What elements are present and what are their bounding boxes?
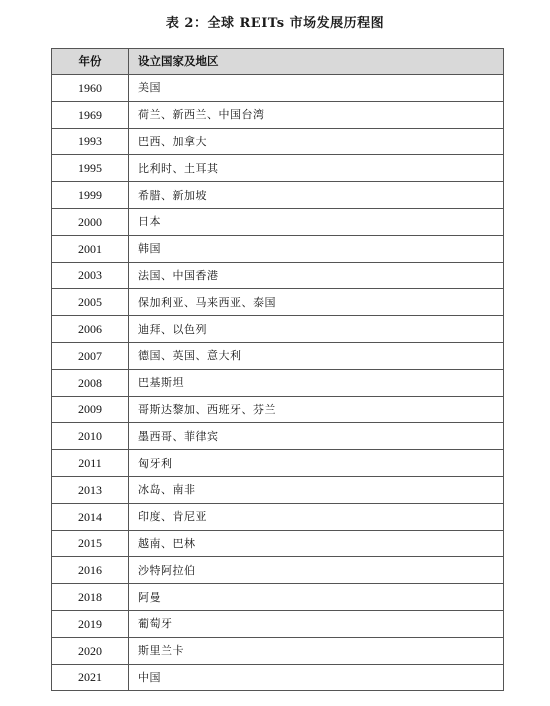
- table-row: [52, 610, 504, 637]
- table-row: [52, 450, 504, 477]
- column-header-year: 年份: [52, 49, 129, 75]
- table-row: [52, 584, 504, 611]
- region-cell: 比利时、土耳其: [129, 155, 504, 182]
- year-cell: 2018: [52, 584, 129, 611]
- region-cell: 法国、中国香港: [129, 262, 504, 289]
- year-cell: 2009: [52, 396, 129, 423]
- column-header-region: 设立国家及地区: [129, 49, 504, 75]
- table-row: [52, 101, 504, 128]
- table-row: [52, 155, 504, 182]
- region-cell: 印度、肯尼亚: [129, 503, 504, 530]
- table-row: [52, 503, 504, 530]
- table-row: [52, 476, 504, 503]
- year-cell: 2013: [52, 476, 129, 503]
- table-header-row: [52, 49, 504, 75]
- year-cell: 2014: [52, 503, 129, 530]
- region-cell: 希腊、新加坡: [129, 182, 504, 209]
- region-cell: 阿曼: [129, 584, 504, 611]
- table-row: [52, 637, 504, 664]
- region-cell: 匈牙利: [129, 450, 504, 477]
- year-cell: 2010: [52, 423, 129, 450]
- region-cell: 斯里兰卡: [129, 637, 504, 664]
- table-row: [52, 208, 504, 235]
- year-cell: 2016: [52, 557, 129, 584]
- year-cell: 1969: [52, 101, 129, 128]
- region-cell: 冰岛、南非: [129, 476, 504, 503]
- region-cell: 葡萄牙: [129, 610, 504, 637]
- year-cell: 2005: [52, 289, 129, 316]
- region-cell: 保加利亚、马来西亚、泰国: [129, 289, 504, 316]
- region-cell: 哥斯达黎加、西班牙、芬兰: [129, 396, 504, 423]
- year-cell: 2007: [52, 342, 129, 369]
- year-cell: 2003: [52, 262, 129, 289]
- region-cell: 德国、英国、意大利: [129, 342, 504, 369]
- table-row: [52, 128, 504, 155]
- table-row: [52, 182, 504, 209]
- year-cell: 2006: [52, 316, 129, 343]
- region-cell: 越南、巴林: [129, 530, 504, 557]
- year-cell: 1993: [52, 128, 129, 155]
- table-row: [52, 423, 504, 450]
- table-row: [52, 369, 504, 396]
- table-row: [52, 262, 504, 289]
- region-cell: 沙特阿拉伯: [129, 557, 504, 584]
- region-cell: 巴西、加拿大: [129, 128, 504, 155]
- table-title: 表 2：全球 REITs 市场发展历程图: [165, 16, 385, 31]
- table-row: [52, 557, 504, 584]
- region-cell: 墨西哥、菲律宾: [129, 423, 504, 450]
- table-row: [52, 396, 504, 423]
- table-row: [52, 316, 504, 343]
- year-cell: 1960: [52, 75, 129, 102]
- table-row: [52, 75, 504, 102]
- region-cell: 荷兰、新西兰、中国台湾: [129, 101, 504, 128]
- year-cell: 2008: [52, 369, 129, 396]
- year-cell: 2019: [52, 610, 129, 637]
- region-cell: 中国: [129, 664, 504, 691]
- year-cell: 2011: [52, 450, 129, 477]
- table-row: [52, 342, 504, 369]
- region-cell: 美国: [129, 75, 504, 102]
- table-row: [52, 530, 504, 557]
- year-cell: 2000: [52, 208, 129, 235]
- region-cell: 日本: [129, 208, 504, 235]
- table-row: [52, 289, 504, 316]
- year-cell: 2015: [52, 530, 129, 557]
- year-cell: 1995: [52, 155, 129, 182]
- region-cell: 韩国: [129, 235, 504, 262]
- table-row: [52, 235, 504, 262]
- year-cell: 2020: [52, 637, 129, 664]
- year-cell: 2021: [52, 664, 129, 691]
- reits-history-table: [51, 48, 504, 691]
- year-cell: 1999: [52, 182, 129, 209]
- table-row: [52, 664, 504, 691]
- year-cell: 2001: [52, 235, 129, 262]
- region-cell: 巴基斯坦: [129, 369, 504, 396]
- region-cell: 迪拜、以色列: [129, 316, 504, 343]
